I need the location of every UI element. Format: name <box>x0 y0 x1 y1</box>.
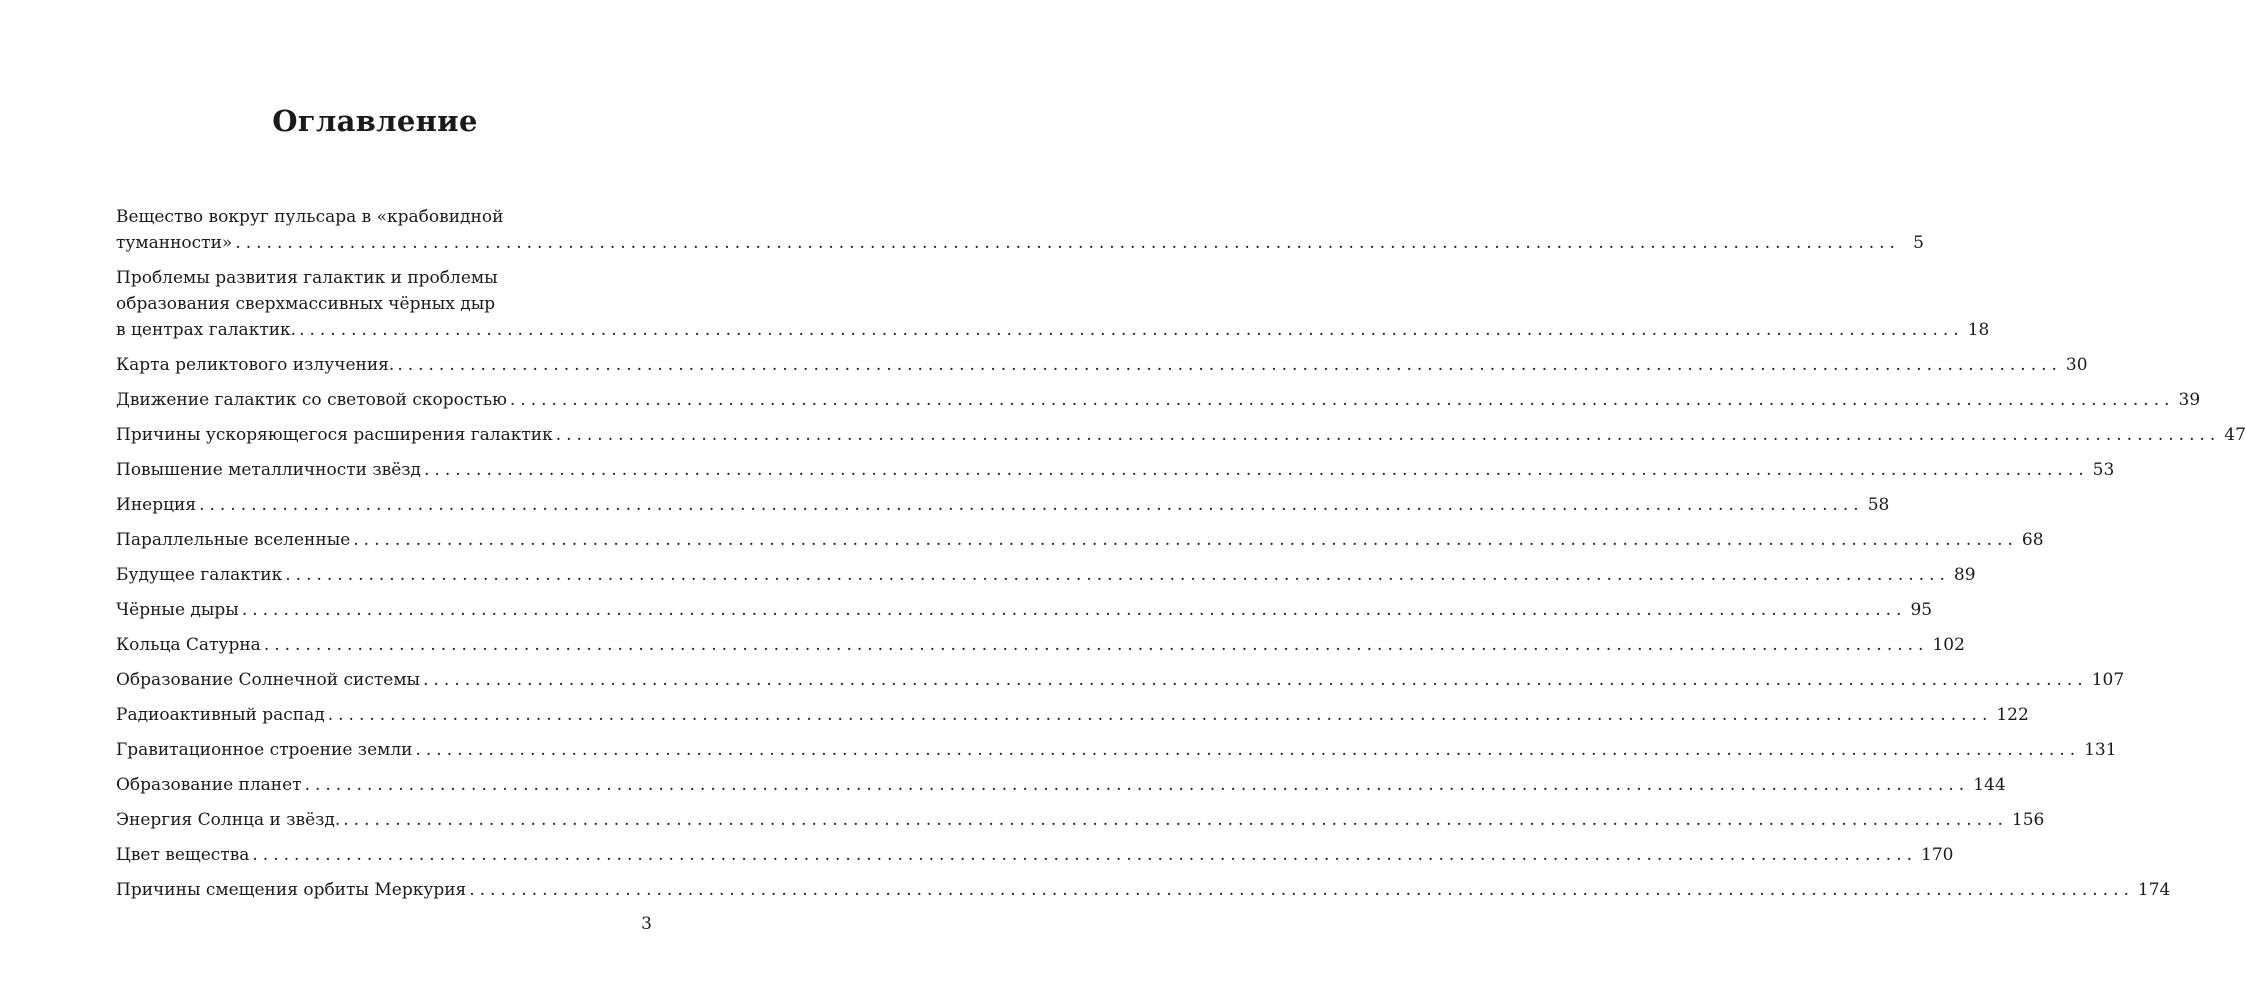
toc-entry-title-line: Кольца Сатурна <box>116 635 261 655</box>
toc-entry-row <box>116 230 1924 256</box>
toc-entry-row <box>116 772 2006 798</box>
toc-entry-title-line: образования сверхмассивных чёрных дыр <box>116 294 496 314</box>
toc-entry <box>116 877 2171 903</box>
toc-entry-page-number: 102 <box>1932 635 1965 655</box>
toc-entry-page-number: 53 <box>2092 460 2115 480</box>
toc-entry-page-number: 144 <box>1973 775 2006 795</box>
toc-entry-title-line: Проблемы развития галактик и проблемы <box>116 268 498 288</box>
toc-entry-title-line: Образование Солнечной системы <box>116 670 421 690</box>
toc-entry-row <box>116 562 1976 588</box>
toc-entry-title-line: Причины ускоряющегося расширения галактик <box>116 425 553 445</box>
dot-leader: ................................................................................................................................................................ <box>353 530 2018 550</box>
toc-entry-title-line: Вещество вокруг пульсара в «крабовидной <box>116 207 504 227</box>
toc-entry <box>116 702 2029 728</box>
toc-entry-title-line: Будущее галактик <box>116 565 283 585</box>
toc-entry-page-number: 95 <box>1910 600 1933 620</box>
dot-leader: ................................................................................................................................................................ <box>424 460 2089 480</box>
toc-entry-row <box>116 597 1933 623</box>
toc-entry-page-number: 58 <box>1867 495 1890 515</box>
toc-entry-page-number: 68 <box>2021 530 2044 550</box>
dot-leader: ................................................................................................................................................................ <box>555 425 2221 445</box>
toc-entry <box>116 842 1954 868</box>
dot-leader: ................................................................................................................................................................ <box>343 810 2008 830</box>
toc-entry-title-line: Карта реликтового излучения. <box>116 355 395 375</box>
toc-entry-page-number: 18 <box>1967 320 1990 340</box>
toc-entry-row <box>116 737 2117 763</box>
dot-leader: ................................................................................................................................................................ <box>423 670 2088 690</box>
toc-entry <box>116 204 1924 256</box>
toc-entry-page-number: 89 <box>1953 565 1976 585</box>
toc-entry-title-line: Причины смещения орбиты Меркурия <box>116 880 467 900</box>
toc-entry-title-line: Инерция <box>116 495 197 515</box>
toc-entry-row <box>116 842 1954 868</box>
toc-entry-row <box>116 527 2044 553</box>
toc-entry <box>116 422 2246 448</box>
toc-entry-page-number: 131 <box>2084 740 2117 760</box>
toc-entry-page-number: 5 <box>1913 233 1924 253</box>
toc-entry-title-line: Цвет вещества <box>116 845 250 865</box>
toc-entry <box>116 527 2044 553</box>
toc-entry <box>116 667 2125 693</box>
table-of-contents <box>116 204 2246 912</box>
dot-leader: ................................................................................................................................................................ <box>241 600 1907 620</box>
toc-entry-page-number: 170 <box>1921 845 1954 865</box>
toc-entry <box>116 387 2201 413</box>
dot-leader: ................................................................................................................................................................ <box>252 845 1918 865</box>
toc-entry-page-number: 174 <box>2137 880 2171 900</box>
toc-entry-row <box>116 457 2115 483</box>
page-number: 3 <box>641 914 652 934</box>
toc-entry-title-line: Радиоактивный распад <box>116 705 325 725</box>
toc-entry-row <box>116 667 2125 693</box>
toc-entry-row <box>116 702 2029 728</box>
dot-leader: ................................................................................................................................................................ <box>199 495 1864 515</box>
toc-entry-title-line: Движение галактик со световой скоростью <box>116 390 507 410</box>
toc-entry <box>116 492 1890 518</box>
toc-entry <box>116 352 2088 378</box>
dot-leader: ................................................................................................................................................................ <box>397 355 2062 375</box>
toc-entry-row <box>116 632 1965 658</box>
toc-entry-row <box>116 492 1890 518</box>
toc-entry-title-line: Гравитационное строение земли <box>116 740 413 760</box>
dot-leader: ................................................................................................................................................................ <box>469 880 2134 900</box>
dot-leader: ................................................................................................................................................................ <box>509 390 2175 410</box>
dot-leader: ................................................................................................................................................................ <box>235 233 1900 253</box>
dot-leader: ................................................................................................................................................................ <box>285 565 1950 585</box>
toc-entry <box>116 632 1965 658</box>
toc-entry <box>116 265 1990 343</box>
toc-entry-page-number: 156 <box>2011 810 2045 830</box>
toc-entry-row <box>116 317 1990 343</box>
dot-leader: ................................................................................................................................................................ <box>415 740 2081 760</box>
toc-entry-page-number: 47 <box>2224 425 2246 445</box>
page-title: Оглавление <box>272 104 478 138</box>
toc-entry-row <box>116 807 2045 833</box>
toc-entry-title-line: Образование планет <box>116 775 302 795</box>
toc-entry <box>116 457 2115 483</box>
toc-entry-page-number: 30 <box>2065 355 2088 375</box>
toc-entry-row <box>116 877 2171 903</box>
toc-entry-page-number: 107 <box>2091 670 2125 690</box>
dot-leader: ................................................................................................................................................................ <box>263 635 1929 655</box>
toc-entry-page-number: 39 <box>2178 390 2201 410</box>
toc-entry <box>116 562 1976 588</box>
toc-entry <box>116 737 2117 763</box>
toc-entry-title-line: Параллельные вселенные <box>116 530 351 550</box>
toc-entry <box>116 772 2006 798</box>
toc-entry-row <box>116 352 2088 378</box>
toc-entry-row <box>116 387 2201 413</box>
toc-entry-title-line: Чёрные дыры <box>116 600 239 620</box>
toc-entry-title-line: Энергия Солнца и звёзд. <box>116 810 341 830</box>
dot-leader: ................................................................................................................................................................ <box>299 320 1964 340</box>
toc-entry <box>116 807 2045 833</box>
toc-entry-title-line: в центрах галактик. <box>116 320 297 340</box>
toc-entry-page-number: 122 <box>1996 705 2029 725</box>
toc-entry-title-line: туманности» <box>116 233 233 253</box>
dot-leader: ................................................................................................................................................................ <box>304 775 1970 795</box>
toc-entry <box>116 597 1933 623</box>
dot-leader: ................................................................................................................................................................ <box>327 705 1993 725</box>
toc-entry-row <box>116 422 2246 448</box>
toc-entry-title-line: Повышение металличности звёзд <box>116 460 422 480</box>
